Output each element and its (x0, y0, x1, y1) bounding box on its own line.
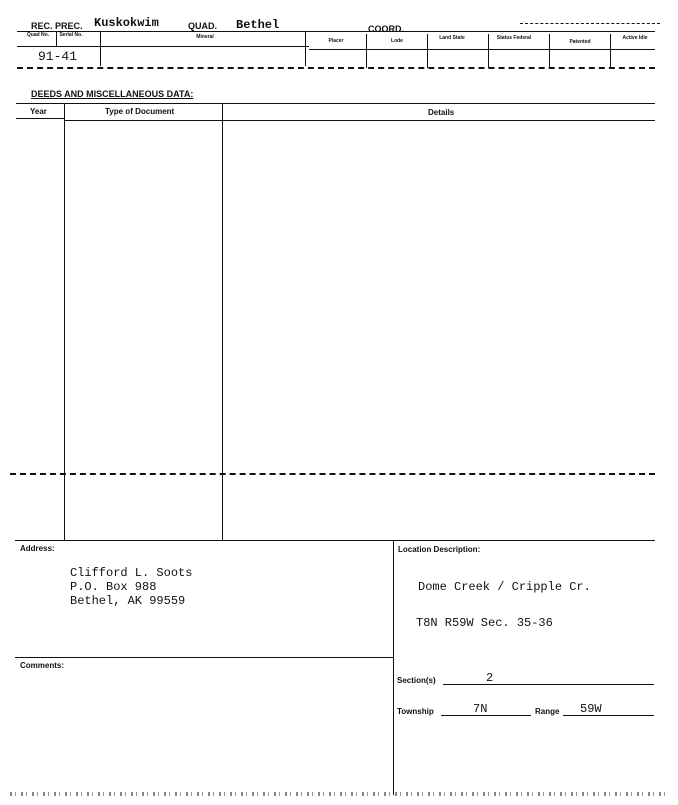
deeds-title: DEEDS AND MISCELLANEOUS DATA: (31, 89, 194, 99)
township-label: Township (397, 707, 434, 716)
divider (549, 34, 550, 68)
col-placer: Placer (328, 38, 344, 44)
col-land-state: Land State (439, 35, 465, 41)
col-header-rule-right (309, 49, 655, 50)
sections-underline (443, 684, 654, 685)
comments-rule (15, 657, 393, 658)
divider (610, 34, 611, 68)
lower-top-rule (15, 540, 655, 541)
divider (56, 31, 57, 46)
lower-divider (393, 540, 394, 795)
deeds-dashed-rule (10, 473, 655, 475)
location-line-2: T8N R59W Sec. 35-36 (416, 616, 553, 630)
divider (366, 34, 367, 68)
header-rule-dashed (520, 23, 660, 24)
rec-prec-label: REC. PREC. (31, 21, 83, 31)
col-mineral: Mineral (196, 34, 214, 40)
deeds-col-year: Year (30, 107, 47, 116)
deeds-col-details: Details (428, 108, 455, 117)
address-line-3: Bethel, AK 99559 (70, 594, 186, 608)
location-label: Location Description: (398, 545, 481, 554)
location-line-1: Dome Creek / Cripple Cr. (418, 580, 591, 594)
col-serial-no: Serial No. (59, 32, 83, 38)
deeds-col-type: Type of Document (105, 107, 175, 116)
sections-value: 2 (486, 671, 494, 685)
divider (305, 31, 306, 66)
coord-label: COORD. (368, 24, 404, 34)
quad-no-value: 91-41 (38, 49, 78, 64)
range-label: Range (535, 707, 560, 716)
address-label: Address: (20, 544, 55, 553)
deeds-header-rule (16, 118, 64, 119)
range-underline (563, 715, 654, 716)
comments-label: Comments: (20, 661, 65, 670)
deeds-top-rule (16, 103, 655, 104)
scan-artifact (10, 792, 670, 796)
quad-label: QUAD. (188, 21, 217, 31)
col-patented: Patented (569, 39, 591, 45)
col-quad-no: Quad No. (26, 32, 50, 38)
col-status-federal: Status Federal (496, 35, 532, 41)
col-lode: Lode (391, 38, 403, 44)
header-rule (17, 31, 655, 32)
record-bottom-rule (17, 67, 655, 69)
divider (100, 31, 101, 66)
deeds-header-rule (64, 120, 655, 121)
divider (427, 34, 428, 68)
quad-value: Bethel (236, 18, 280, 32)
col-active-idle: Active Idle (622, 35, 648, 41)
address-line-1: Clifford L. Soots (70, 566, 193, 580)
rec-prec-value: Kuskokwim (94, 16, 159, 30)
township-value: 7N (473, 702, 488, 716)
divider (488, 34, 489, 68)
address-line-2: P.O. Box 988 (70, 580, 157, 594)
sections-label: Section(s) (397, 676, 436, 685)
col-header-rule (17, 46, 309, 47)
range-value: 59W (580, 702, 602, 716)
